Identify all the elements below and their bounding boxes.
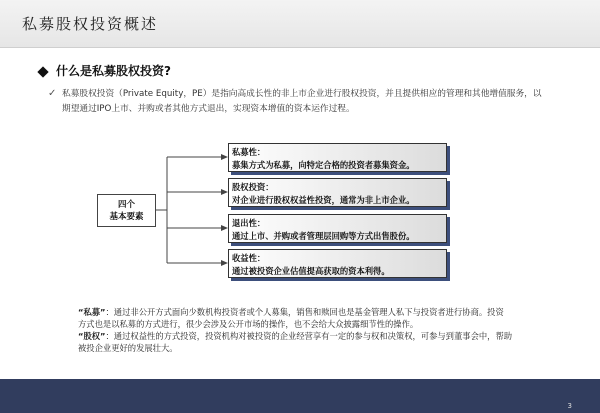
- section-heading: 什么是私募股权投资?: [56, 64, 171, 78]
- element-box-privacy: [228, 143, 447, 172]
- element-desc: 通过上市、并购或者管理层回购等方式出售股份。: [232, 231, 415, 241]
- page-number: 3: [567, 402, 572, 410]
- element-desc: 对企业进行股权权益性投资，通常为非上市企业。: [232, 195, 415, 205]
- slide-title: 私募股权投资概述: [22, 15, 159, 33]
- note-privacy-text: ：通过非公开方式面向少数机构投资者或个人募集，销售和赎回也是基金管理人私下与投资者进行协商。投资: [105, 307, 504, 317]
- note-equity-text: ：通过权益性的方式投资，投资机构对被投资的企业经营享有一定的参与权和决策权，可参与到董事会中，帮助: [105, 331, 513, 341]
- note-privacy-cont: 方式也是以私募的方式进行，很少会涉及公开市场的操作，也不会给大众披露细节性的操作。: [78, 319, 419, 329]
- center-label-line-1: 四个: [117, 199, 135, 210]
- four-elements-box: [97, 194, 156, 227]
- element-title: 收益性：: [232, 253, 266, 263]
- intro-line-1: 私募股权投资（Private Equity，PE）是指向高成长性的非上市企业进行股权投资，并且提供相应的管理和其他增值服务，以: [62, 89, 542, 99]
- center-label-line-2: 基本要素: [109, 211, 144, 222]
- element-desc: 募集方式为私募，向特定合格的投资者募集资金。: [232, 160, 415, 170]
- note-privacy: [78, 306, 558, 318]
- notes-block: [78, 306, 558, 354]
- element-title: 私募性：: [232, 147, 266, 157]
- footer-bar: [0, 379, 600, 413]
- element-title: 退出性：: [232, 218, 266, 228]
- element-box-exit: [228, 214, 447, 243]
- note-equity-cont: 被投企业更好的发展壮大。: [78, 343, 178, 353]
- note-equity: [78, 330, 558, 342]
- intro-line-2: 期望通过IPO上市、并购或者其他方式退出，实现资本增值的资本运作过程。: [62, 104, 355, 114]
- note-equity-term: “股权”: [78, 331, 106, 341]
- element-box-equity: [228, 178, 447, 207]
- element-desc: 通过被投资企业估值提高获取的资本利得。: [232, 266, 390, 276]
- note-privacy-term: “私募”: [78, 307, 106, 317]
- element-box-return: [228, 249, 447, 278]
- check-bullet-icon: ✓: [48, 88, 57, 99]
- element-title: 股权投资：: [232, 182, 274, 192]
